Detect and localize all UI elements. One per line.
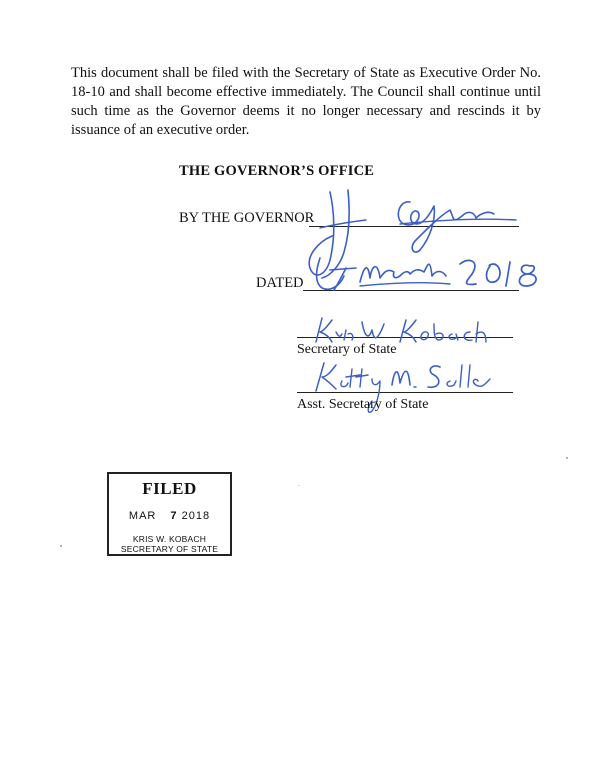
stamp-day: 7 bbox=[170, 510, 178, 522]
scan-speck bbox=[60, 545, 62, 547]
handwritten-date bbox=[300, 246, 550, 296]
filed-stamp bbox=[107, 472, 232, 556]
stamp-title: FILED bbox=[142, 479, 197, 498]
stamp-name: KRIS W. KOBACH bbox=[132, 534, 207, 544]
stamp-date bbox=[109, 510, 230, 522]
stamp-year: 2018 bbox=[181, 510, 211, 522]
asst-secretary-of-state-caption: Asst. Secretary of State bbox=[297, 397, 429, 412]
dated-label: DATED bbox=[256, 275, 304, 291]
stamp-month: MAR bbox=[128, 510, 157, 522]
secretary-of-state-caption: Secretary of State bbox=[297, 342, 397, 357]
order-paragraph: This document shall be filed with the Secretary of State as Executive Order No. 18-10 and shall become effective immediately. The Council shall continue until such time as the Governor deems it no longer necessary and rescinds it by issuance of an executive order. bbox=[71, 65, 541, 138]
scan-speck bbox=[298, 485, 300, 486]
governor-office-heading: THE GOVERNOR’S OFFICE bbox=[179, 163, 375, 179]
stamp-office: SECRETARY OF STATE bbox=[120, 544, 219, 554]
by-the-governor-label: BY THE GOVERNOR bbox=[179, 210, 315, 226]
scan-speck bbox=[566, 457, 568, 459]
